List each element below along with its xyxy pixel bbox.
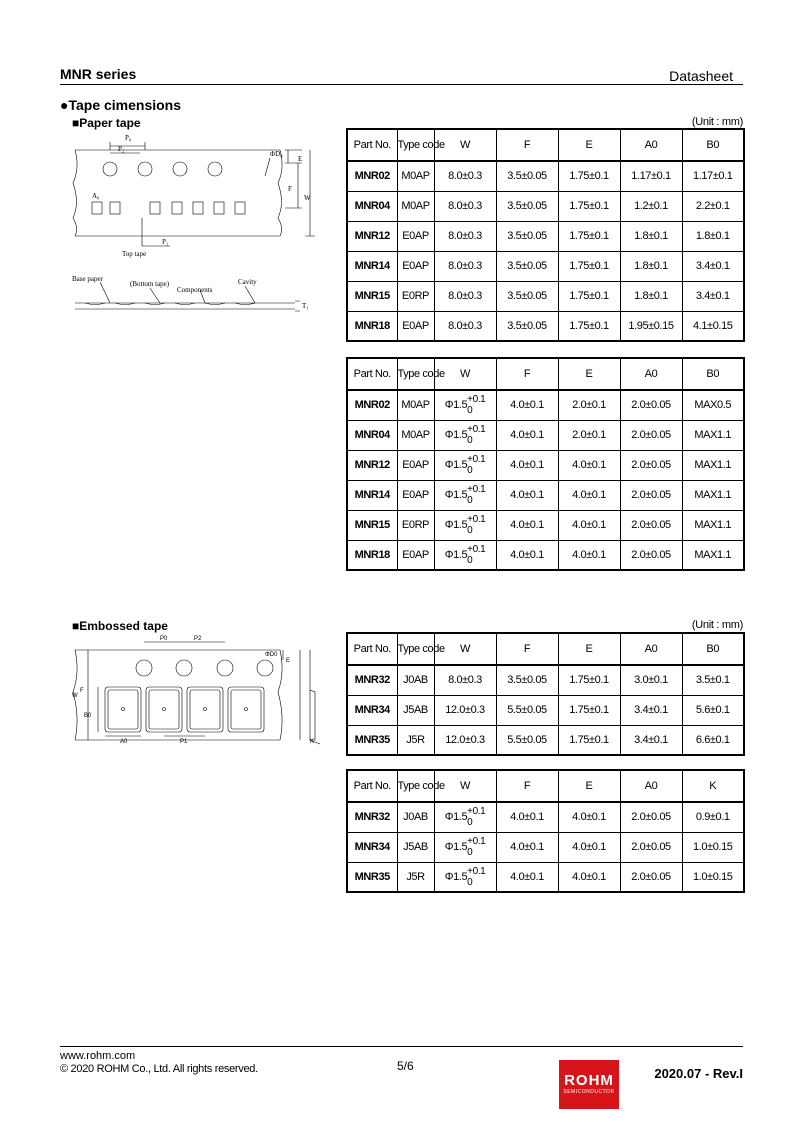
cell: MNR35 <box>347 725 397 755</box>
diameter-value: Φ1.5 <box>444 488 468 501</box>
col-header: Part No. <box>347 770 397 802</box>
cell: 8.0±0.3 <box>434 665 496 695</box>
cell: MNR04 <box>347 191 397 221</box>
tol-upper: +0.1 <box>467 543 486 555</box>
cell: 3.4±0.1 <box>682 281 744 311</box>
col-header: E <box>558 358 620 390</box>
col-header-text: Type code <box>397 643 445 655</box>
cell: 1.75±0.1 <box>558 311 620 341</box>
embossed-spec-table-2 <box>346 769 745 893</box>
cell: 2.0±0.05 <box>620 540 682 570</box>
col-header: Part No. <box>347 358 397 390</box>
table-row <box>347 802 744 832</box>
cell: E0AP <box>397 221 434 251</box>
tol-upper: +0.1 <box>467 484 486 495</box>
col-header: E <box>558 770 620 802</box>
cell: 1.75±0.1 <box>558 281 620 311</box>
cell: J5AB <box>397 832 434 862</box>
col-header <box>397 633 445 665</box>
cell: E0AP <box>397 251 434 281</box>
cell: MNR18 <box>347 311 397 341</box>
col-header: F <box>496 129 558 161</box>
cell: 3.4±0.1 <box>682 251 744 281</box>
tolerance <box>467 544 485 566</box>
cell: 1.8±0.1 <box>682 221 744 251</box>
cell: 4.0±0.1 <box>558 862 620 892</box>
col-header: F <box>496 633 558 665</box>
emb-dim-p2: P2 <box>194 636 202 642</box>
cell: E0RP <box>397 510 434 540</box>
embossed-tape-diagram <box>70 632 325 747</box>
cell: MAX1.1 <box>682 480 744 510</box>
footer-url[interactable]: www.rohm.com <box>60 1050 136 1062</box>
table-row <box>347 161 744 191</box>
cell: 2.2±0.1 <box>682 191 744 221</box>
section-title-text: Tape cimensions <box>68 97 182 113</box>
cell: E0AP <box>397 311 434 341</box>
tol-upper: +0.1 <box>467 836 486 847</box>
cell: 8.0±0.3 <box>434 311 496 341</box>
cell: 4.0±0.1 <box>496 832 558 862</box>
cell: 4.0±0.1 <box>558 540 620 570</box>
col-header: Part No. <box>347 129 397 161</box>
col-header-text: Type code <box>397 368 445 380</box>
dim-t1: T₁ <box>302 302 309 310</box>
cell: M0AP <box>397 420 434 450</box>
table-row <box>347 251 744 281</box>
tol-lower: 0 <box>467 435 473 446</box>
tolerance <box>467 484 485 506</box>
cell: 2.0±0.05 <box>620 450 682 480</box>
cell: MNR32 <box>347 802 397 832</box>
table-row <box>347 725 744 755</box>
bullet-circle-icon: ● <box>60 97 69 113</box>
emb-dim-b0: B0 <box>84 713 92 719</box>
cell: E0AP <box>397 540 434 570</box>
bullet-square-icon: ■ <box>72 619 80 633</box>
col-header <box>397 770 445 802</box>
cell: 1.8±0.1 <box>620 221 682 251</box>
cell: 4.0±0.1 <box>496 420 558 450</box>
cell: 2.0±0.05 <box>620 420 682 450</box>
header-divider <box>60 84 743 85</box>
cell: 3.0±0.1 <box>620 665 682 695</box>
col-header: W <box>434 358 496 390</box>
cell: MAX1.1 <box>682 420 744 450</box>
cell: 4.0±0.1 <box>496 862 558 892</box>
cell: 4.0±0.1 <box>496 450 558 480</box>
table-row <box>347 390 744 420</box>
cell: 4.0±0.1 <box>496 540 558 570</box>
diameter-value: Φ1.5 <box>444 518 468 531</box>
cell: J0AB <box>397 665 434 695</box>
tol-lower: 0 <box>467 525 473 536</box>
dim-a0: A₀ <box>92 192 100 200</box>
cell: 5.5±0.05 <box>496 725 558 755</box>
cell: 8.0±0.3 <box>434 161 496 191</box>
emb-dim-e: E <box>286 658 291 664</box>
cell: J5AB <box>397 695 434 725</box>
cell: E0AP <box>397 480 434 510</box>
tol-upper: +0.1 <box>467 806 486 818</box>
cell: 4.0±0.1 <box>558 802 620 832</box>
table-row <box>347 480 744 510</box>
rohm-logo <box>559 1060 619 1109</box>
cell: 4.0±0.1 <box>496 510 558 540</box>
table-header-row <box>347 358 744 390</box>
diameter-value: Φ1.5 <box>444 548 468 561</box>
diameter-value: Φ1.5 <box>444 840 468 853</box>
table-row <box>347 221 744 251</box>
col-header: Part No. <box>347 633 397 665</box>
cell: 1.75±0.1 <box>558 251 620 281</box>
cell: 5.6±0.1 <box>682 695 744 725</box>
emb-dim-d0: ΦD0 <box>265 652 278 658</box>
cell <box>434 802 496 832</box>
cell: 4.0±0.1 <box>496 802 558 832</box>
paper-tape-diagram <box>70 128 335 318</box>
cell: 3.4±0.1 <box>620 695 682 725</box>
label-base-paper: Base paper <box>72 275 103 283</box>
cell: MNR02 <box>347 161 397 191</box>
cell: MNR34 <box>347 695 397 725</box>
cell: MNR12 <box>347 221 397 251</box>
series-title: MNR series <box>60 66 137 82</box>
cell: M0AP <box>397 161 434 191</box>
cell: 1.8±0.1 <box>620 251 682 281</box>
cell: 1.75±0.1 <box>558 665 620 695</box>
cell: 8.0±0.3 <box>434 221 496 251</box>
cell: 1.95±0.15 <box>620 311 682 341</box>
cell: MNR14 <box>347 480 397 510</box>
table-row <box>347 832 744 862</box>
col-header: F <box>496 358 558 390</box>
cell: 2.0±0.05 <box>620 480 682 510</box>
tolerance <box>467 454 485 476</box>
emb-dim-w: W <box>72 693 78 699</box>
table-row <box>347 281 744 311</box>
label-cavity: Cavity <box>238 278 257 286</box>
table-row <box>347 862 744 892</box>
cell <box>434 540 496 570</box>
paper-unit-label: (Unit : mm) <box>691 116 743 128</box>
table-header-row <box>347 633 744 665</box>
dim-p1: P₁ <box>162 238 169 246</box>
cell: 2.0±0.1 <box>558 390 620 420</box>
cell: MNR12 <box>347 450 397 480</box>
cell <box>434 510 496 540</box>
cell: MNR02 <box>347 390 397 420</box>
cell: MNR35 <box>347 862 397 892</box>
col-header-text: Type code <box>397 780 445 792</box>
tolerance <box>467 394 485 416</box>
paper-spec-table-2 <box>346 357 745 571</box>
doc-type: Datasheet <box>669 68 733 84</box>
table-row <box>347 420 744 450</box>
paper-spec-table-1 <box>346 128 745 342</box>
bullet-square-icon: ■ <box>72 116 80 130</box>
tol-lower: 0 <box>467 495 473 506</box>
cell: 3.5±0.05 <box>496 281 558 311</box>
cell: MAX1.1 <box>682 510 744 540</box>
cell: 2.0±0.05 <box>620 390 682 420</box>
cell: E0RP <box>397 281 434 311</box>
cell: 1.75±0.1 <box>558 695 620 725</box>
cell: 1.17±0.1 <box>682 161 744 191</box>
diameter-value: Φ1.5 <box>444 399 468 412</box>
logo-text: ROHM <box>564 1072 614 1089</box>
emb-dim-p0: P0 <box>160 636 168 642</box>
table-header-row <box>347 770 744 802</box>
tol-lower: 0 <box>467 847 473 858</box>
cell: 1.0±0.15 <box>682 832 744 862</box>
cell: 2.0±0.05 <box>620 510 682 540</box>
cell: 1.2±0.1 <box>620 191 682 221</box>
cell: MNR15 <box>347 281 397 311</box>
cell: 4.0±0.1 <box>496 390 558 420</box>
col-header: W <box>434 129 496 161</box>
cell: 12.0±0.3 <box>434 725 496 755</box>
cell: 4.0±0.1 <box>558 480 620 510</box>
emb-dim-k: K <box>310 739 315 745</box>
section-title <box>60 97 181 113</box>
diameter-value: Φ1.5 <box>444 811 468 824</box>
cell: 3.5±0.05 <box>496 221 558 251</box>
cell: J5R <box>397 862 434 892</box>
tol-lower: 0 <box>467 817 473 829</box>
dim-f: F <box>288 185 292 193</box>
cell: 3.5±0.05 <box>496 665 558 695</box>
col-header: A0 <box>620 358 682 390</box>
diameter-value: Φ1.5 <box>444 458 468 471</box>
tol-upper: +0.1 <box>467 454 486 465</box>
cell: 3.5±0.05 <box>496 161 558 191</box>
col-header <box>397 358 445 390</box>
table-row <box>347 450 744 480</box>
cell: M0AP <box>397 390 434 420</box>
cell: 3.5±0.1 <box>682 665 744 695</box>
table-row <box>347 191 744 221</box>
cell: 2.0±0.05 <box>620 802 682 832</box>
diameter-value: Φ1.5 <box>444 428 468 441</box>
cell <box>434 480 496 510</box>
cell: 2.0±0.05 <box>620 832 682 862</box>
cell: 1.75±0.1 <box>558 161 620 191</box>
cell: 8.0±0.3 <box>434 191 496 221</box>
cell: 5.5±0.05 <box>496 695 558 725</box>
tol-lower: 0 <box>467 876 473 888</box>
label-top-tape: Top tape <box>122 250 147 258</box>
dim-p2: P₂ <box>118 145 125 153</box>
tolerance <box>467 806 485 828</box>
cell <box>434 832 496 862</box>
logo-subtext: SEMICONDUCTOR <box>563 1089 615 1095</box>
tol-lower: 0 <box>467 405 473 417</box>
embossed-tape-title <box>72 619 168 633</box>
cell: 3.5±0.05 <box>496 251 558 281</box>
emb-dim-a0: A0 <box>120 739 128 745</box>
label-components: Components <box>177 286 213 294</box>
tolerance <box>467 866 485 888</box>
col-header: A0 <box>620 633 682 665</box>
cell: MNR14 <box>347 251 397 281</box>
cell: 4.1±0.15 <box>682 311 744 341</box>
cell: J5R <box>397 725 434 755</box>
cell: 2.0±0.05 <box>620 862 682 892</box>
col-header: A0 <box>620 770 682 802</box>
tol-upper: +0.1 <box>467 514 486 525</box>
table-row <box>347 510 744 540</box>
col-header-text: Type code <box>397 139 445 151</box>
cell: MNR18 <box>347 540 397 570</box>
col-header: K <box>682 770 744 802</box>
cell: 4.0±0.1 <box>558 450 620 480</box>
cell: 1.75±0.1 <box>558 221 620 251</box>
cell: 4.0±0.1 <box>496 480 558 510</box>
cell <box>434 862 496 892</box>
cell: MNR04 <box>347 420 397 450</box>
table-header-row <box>347 129 744 161</box>
cell: MNR15 <box>347 510 397 540</box>
col-header: B0 <box>682 633 744 665</box>
col-header <box>397 129 445 161</box>
col-header: E <box>558 129 620 161</box>
cell: 3.5±0.05 <box>496 191 558 221</box>
cell: 3.4±0.1 <box>620 725 682 755</box>
emb-dim-p1: P1 <box>180 739 188 745</box>
cell: 2.0±0.1 <box>558 420 620 450</box>
page-number: 5/6 <box>397 1059 414 1073</box>
cell: 1.17±0.1 <box>620 161 682 191</box>
col-header: W <box>434 633 496 665</box>
cell: M0AP <box>397 191 434 221</box>
cell: 1.75±0.1 <box>558 725 620 755</box>
cell: J0AB <box>397 802 434 832</box>
col-header: A0 <box>620 129 682 161</box>
col-header: E <box>558 633 620 665</box>
cell: 1.0±0.15 <box>682 862 744 892</box>
cell: MNR34 <box>347 832 397 862</box>
cell: 1.75±0.1 <box>558 191 620 221</box>
cell: E0AP <box>397 450 434 480</box>
cell: 8.0±0.3 <box>434 251 496 281</box>
cell: 1.8±0.1 <box>620 281 682 311</box>
tol-upper: +0.1 <box>467 424 486 435</box>
table-row <box>347 540 744 570</box>
cell <box>434 420 496 450</box>
tolerance <box>467 424 485 446</box>
table-row <box>347 695 744 725</box>
revision-label: 2020.07 - Rev.I <box>654 1066 743 1081</box>
cell: MAX0.5 <box>682 390 744 420</box>
cell: 0.9±0.1 <box>682 802 744 832</box>
cell: 3.5±0.05 <box>496 311 558 341</box>
dim-w: W <box>304 194 311 202</box>
cell <box>434 450 496 480</box>
footer-divider <box>60 1046 743 1047</box>
embossed-spec-table-1 <box>346 632 745 756</box>
label-bottom-tape: (Bottom tape) <box>130 280 170 288</box>
emb-dim-f: F <box>80 688 84 694</box>
dim-e: E <box>298 155 303 163</box>
cell <box>434 390 496 420</box>
footer-copyright: © 2020 ROHM Co., Ltd. All rights reserved. <box>60 1063 258 1075</box>
dim-d0: ΦD₀ <box>270 150 283 158</box>
col-header: B0 <box>682 129 744 161</box>
cell: MAX1.1 <box>682 540 744 570</box>
dim-p0: P₀ <box>125 134 132 142</box>
tol-lower: 0 <box>467 554 473 566</box>
cell: 8.0±0.3 <box>434 281 496 311</box>
col-header: B0 <box>682 358 744 390</box>
embossed-unit-label: (Unit : mm) <box>691 619 743 631</box>
paper-tape-title-text: Paper tape <box>79 116 141 130</box>
diameter-value: Φ1.5 <box>444 870 468 883</box>
cell: 4.0±0.1 <box>558 832 620 862</box>
cell: MNR32 <box>347 665 397 695</box>
cell: 4.0±0.1 <box>558 510 620 540</box>
tol-lower: 0 <box>467 465 473 476</box>
tolerance <box>467 514 485 536</box>
tol-upper: +0.1 <box>467 865 486 877</box>
tolerance <box>467 836 485 858</box>
cell: 12.0±0.3 <box>434 695 496 725</box>
col-header: F <box>496 770 558 802</box>
embossed-tape-title-text: Embossed tape <box>79 619 168 633</box>
table-row <box>347 311 744 341</box>
cell: 6.6±0.1 <box>682 725 744 755</box>
table-row <box>347 665 744 695</box>
tol-upper: +0.1 <box>467 394 486 406</box>
col-header: W <box>434 770 496 802</box>
cell: MAX1.1 <box>682 450 744 480</box>
